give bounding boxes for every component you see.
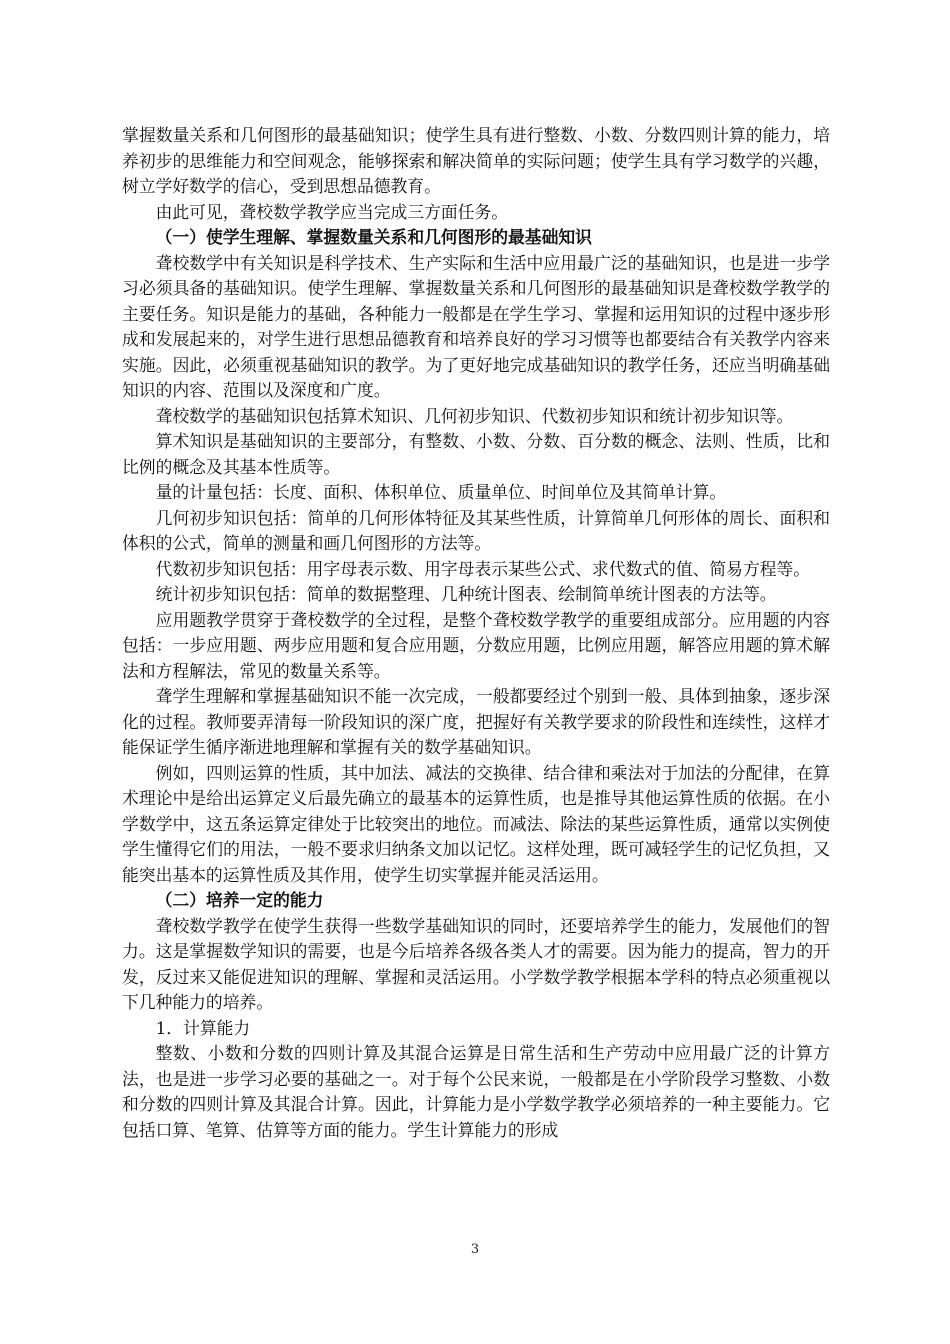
body-paragraph: 聋校数学的基础知识包括算术知识、几何初步知识、代数初步知识和统计初步知识等。	[155, 405, 794, 426]
body-paragraph: 例如，四则运算的性质，其中加法、减法的交换律、结合律和乘法对于加法的分配律，在算术理论中是给出运算定义后最先确立的最基本的运算性质，也是推导其他运算性质的依据。在小学数学中，这五条运算定律处于比较突出的地位。而减法、除法的某些运算性质，通常以实例使学生懂得它们的用法，一般不要求归纳条文加以记忆。这样处理，既可减轻学生的记忆负担，又能突出基本的运算性质及其作用，使学生切实掌握并能灵活运用。	[122, 762, 830, 885]
body-paragraph: 代数初步知识包括：用字母表示数、用字母表示某些公式、求代数式的值、简易方程等。	[155, 558, 811, 579]
body-paragraph: 聋学生理解和掌握基础知识不能一次完成，一般都要经过个别到一般、具体到抽象，逐步深化的过程。教师要弄清每一阶段知识的深广度，把握好有关教学要求的阶段性和连续性，这样才能保证学生循序渐进地理解和掌握有关的数学基础知识。	[122, 686, 830, 757]
body-paragraph: 掌握数量关系和几何图形的最基础知识；使学生具有进行整数、小数、分数四则计算的能力，培养初步的思维能力和空间观念，能够探索和解决简单的实际问题；使学生具有学习数学的兴趣，树立学好数学的信心，受到思想品德教育。	[122, 125, 830, 196]
body-paragraph: 量的计量包括：长度、面积、体积单位、质量单位、时间单位及其简单计算。	[155, 482, 727, 502]
subsection-heading: 1．计算能力	[155, 1017, 251, 1038]
body-paragraph: 统计初步知识包括：简单的数据整理、几种统计图表、绘制简单统计图表的方法等。	[155, 584, 777, 604]
body-paragraph: 应用题教学贯穿于聋校数学的全过程，是整个聋校数学教学的重要组成部分。应用题的内容包括：一步应用题、两步应用题和复合应用题，分数应用题，比例应用题，解答应用题的算术解法和方程解法，常见的数量关系等。	[122, 609, 830, 681]
body-paragraph: 算术知识是基础知识的主要部分，有整数、小数、分数、百分数的概念、法则、性质，比和比例的概念及其基本性质等。	[122, 431, 830, 477]
body-paragraph: 聋校数学教学在使学生获得一些数学基础知识的同时，还要培养学生的能力，发展他们的智力。这是掌握数学知识的需要，也是今后培养各级各类人才的需要。因为能力的提高，智力的开发，反过来又能促进知识的理解、掌握和灵活运用。小学数学教学根据本学科的特点必须重视以下几种能力的培养。	[122, 915, 830, 1012]
section-heading: （一）使学生理解、掌握数量关系和几何图形的最基础知识	[155, 227, 592, 247]
body-paragraph: 整数、小数和分数的四则计算及其混合运算是日常生活和生产劳动中应用最广泛的计算方法，也是进一步学习必要的基础之一。对于每个公民来说，一般都是在小学阶段学习整数、小数和分数的四则计算及其混合计算。因此，计算能力是小学数学教学必须培养的一种主要能力。它包括口算、笔算、估算等方面的能力。学生计算能力的形成	[122, 1043, 830, 1140]
body-paragraph: 几何初步知识包括：简单的几何形体特征及其某些性质，计算简单几何形体的周长、面积和体积的公式，简单的测量和画几何图形的方法等。	[122, 507, 830, 553]
page-number: 3	[470, 1242, 480, 1257]
body-paragraph: 由此可见，聋校数学教学应当完成三方面任务。	[155, 201, 509, 222]
document-body	[122, 123, 830, 1143]
body-paragraph: 聋校数学中有关知识是科学技术、生产实际和生活中应用最广泛的基础知识，也是进一步学习必须具备的基础知识。使学生理解、掌握数量关系和几何图形的最基础知识是聋校数学教学的主要任务。知识是能力的基础，各种能力一般都是在学生学习、掌握和运用知识的过程中逐步形成和发展起来的，对学生进行思想品德教育和培养良好的学习习惯等也都要结合有关教学内容来实施。因此，必须重视基础知识的教学。为了更好地完成基础知识的教学任务，还应当明确基础知识的内容、范围以及深度和广度。	[122, 252, 830, 400]
section-heading: （二）培养一定的能力	[155, 890, 324, 910]
